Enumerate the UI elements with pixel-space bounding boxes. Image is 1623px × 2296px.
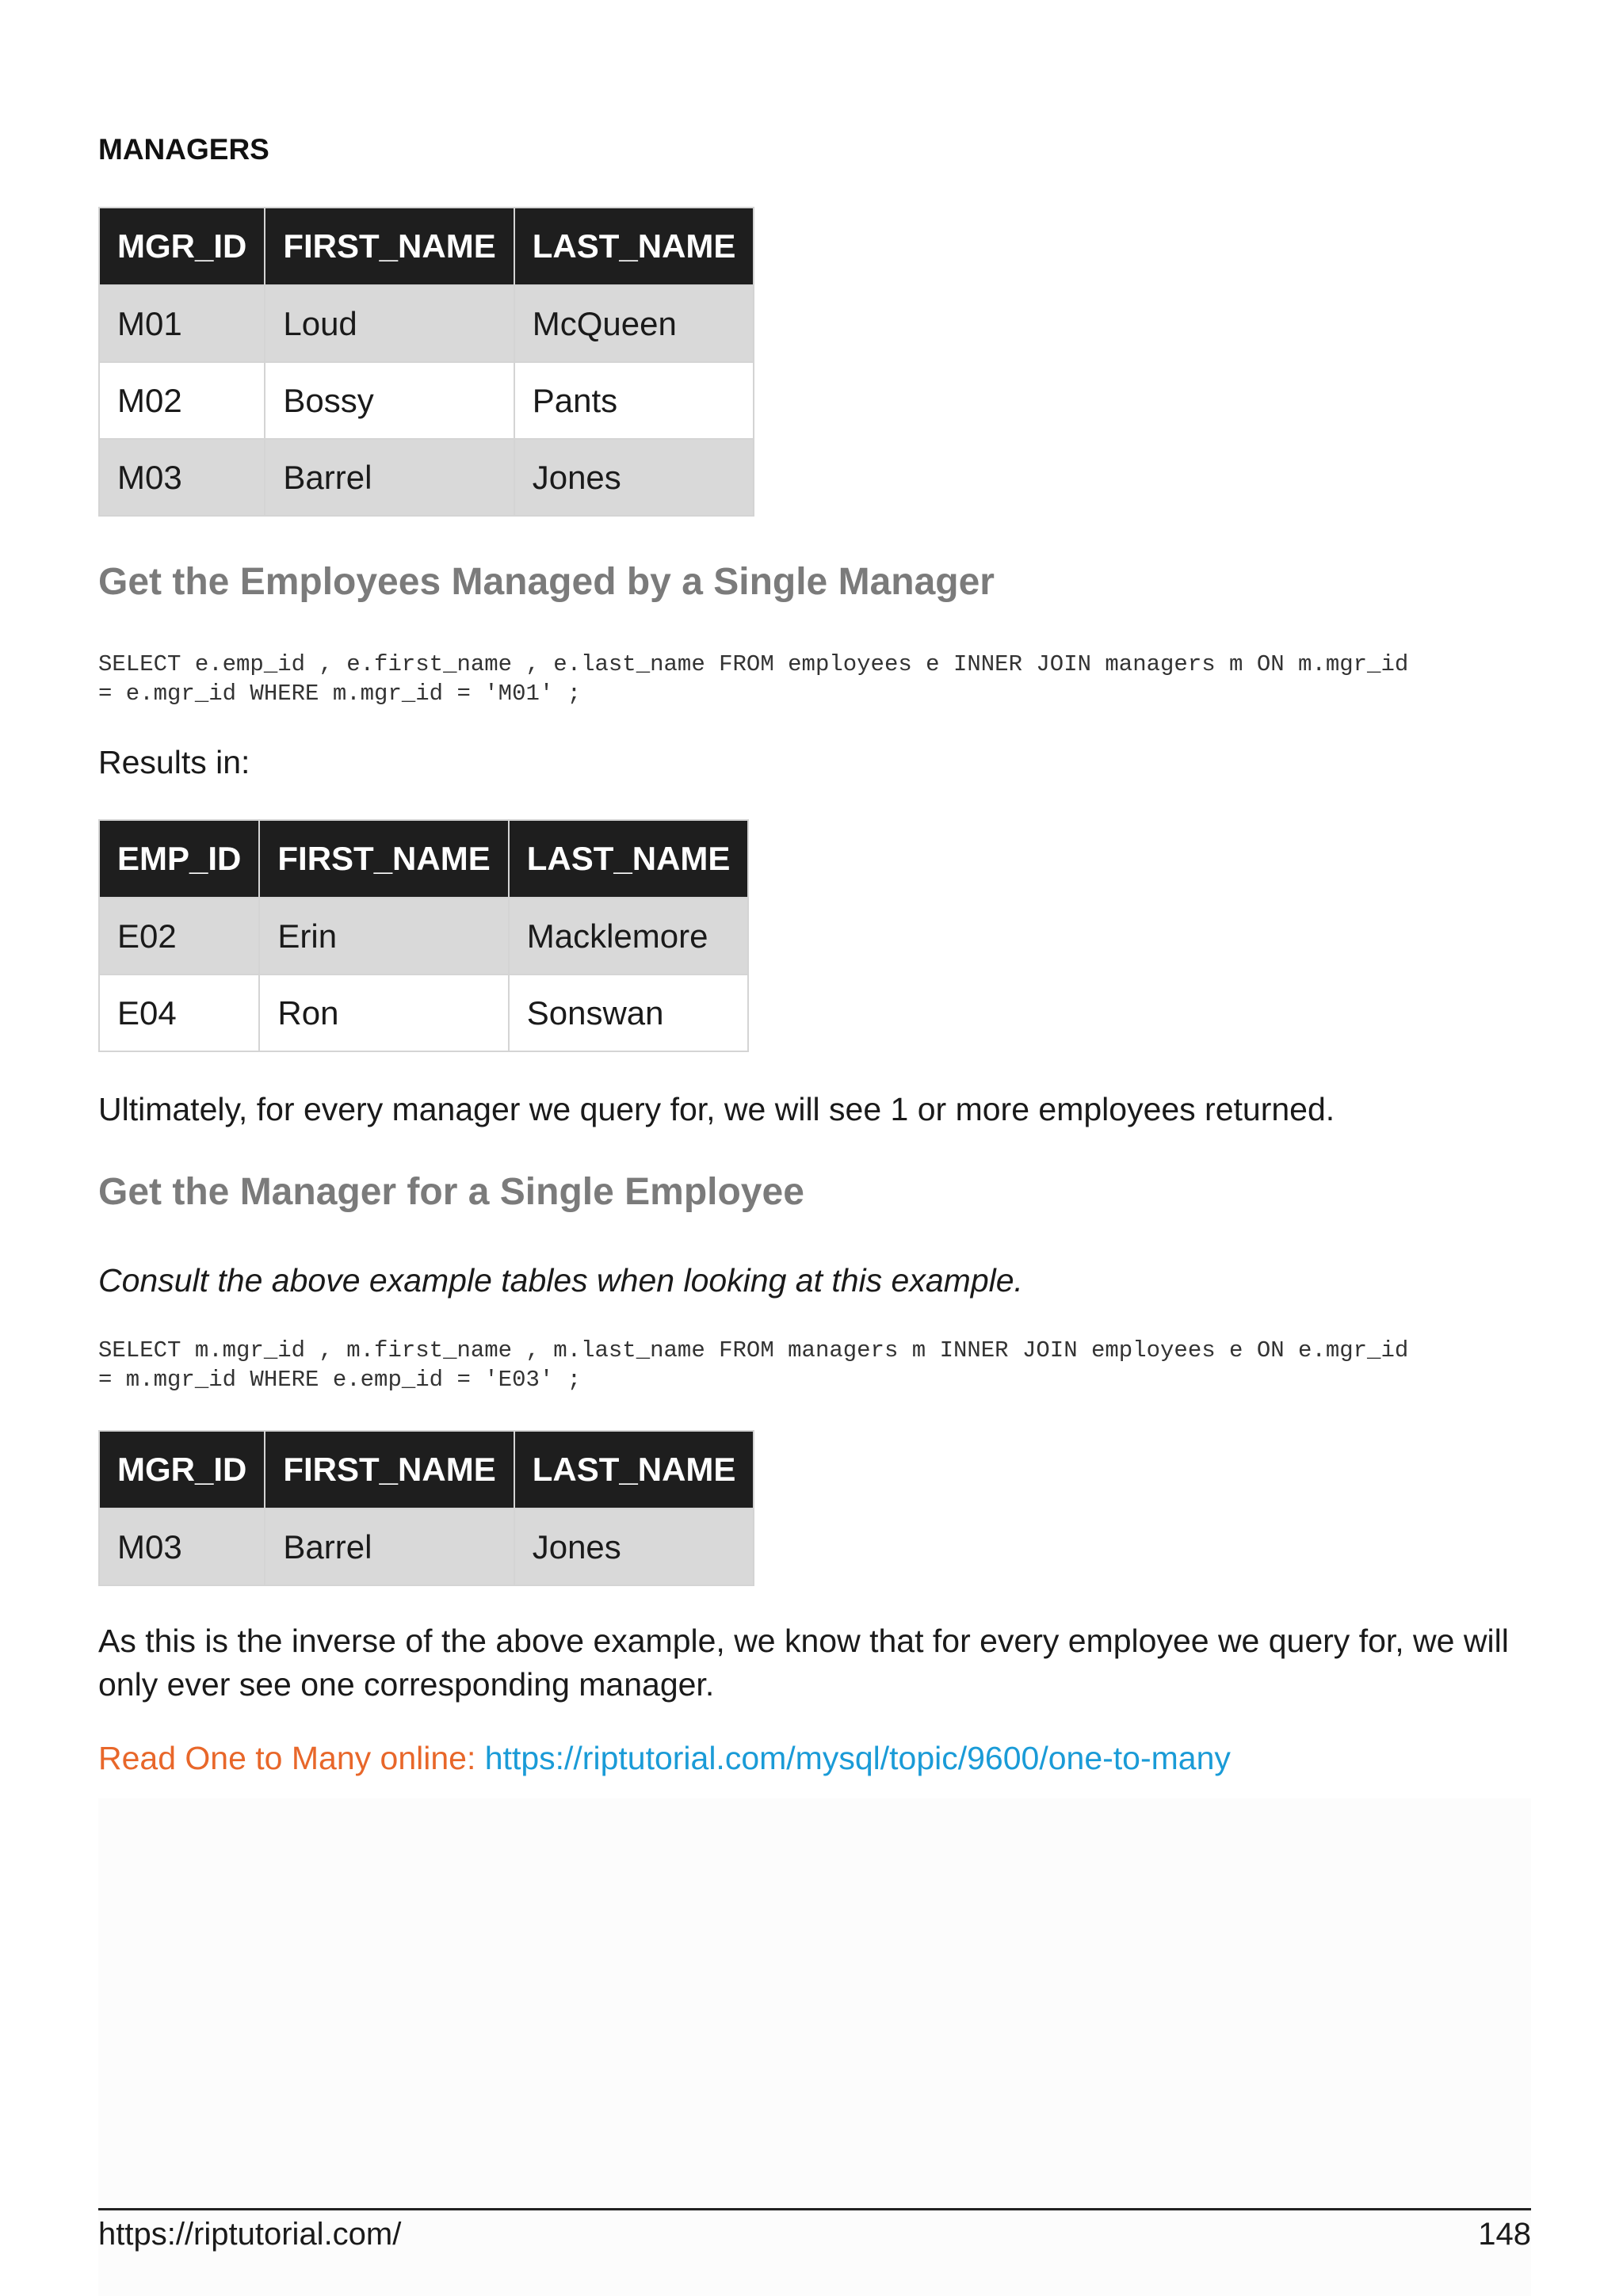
sql-code-block: SELECT e.emp_id , e.first_name , e.last_name FROM employees e INNER JOIN managers m ON m.mgr_id = e.mgr_id WHERE m.mgr_id = 'M01' ; (98, 651, 1409, 707)
table-cell: Barrel (265, 439, 514, 516)
table-header-row (99, 1431, 754, 1508)
column-header: FIRST_NAME (265, 1431, 514, 1508)
section-heading-employees-by-manager: Get the Employees Managed by a Single Manager (98, 561, 995, 603)
table-row (99, 1508, 754, 1585)
table-cell: Bossy (265, 362, 514, 439)
managers-table (98, 207, 754, 517)
table-cell: Barrel (265, 1508, 514, 1585)
read-more-line (98, 1740, 1231, 1777)
read-more-label: Read One to Many online: (98, 1740, 485, 1776)
table-cell: Loud (265, 285, 514, 362)
column-header: MGR_ID (99, 1431, 265, 1508)
column-header: FIRST_NAME (259, 820, 508, 898)
column-header: LAST_NAME (514, 208, 754, 285)
table-row (99, 974, 748, 1051)
page-number: 148 (1478, 2217, 1531, 2252)
table-cell: M03 (99, 1508, 265, 1585)
table-cell: Jones (514, 439, 754, 516)
column-header: MGR_ID (99, 208, 265, 285)
column-header: LAST_NAME (514, 1431, 754, 1508)
results-label: Results in: (98, 744, 250, 780)
table-row (99, 285, 754, 362)
table-cell: E04 (99, 974, 259, 1051)
table-cell: E02 (99, 898, 259, 974)
table-cell: Sonswan (509, 974, 749, 1051)
consult-note: Consult the above example tables when looking at this example. (98, 1262, 1023, 1299)
sql-code-block: SELECT m.mgr_id , m.first_name , m.last_name FROM managers m INNER JOIN employees e ON e.mgr_id = m.mgr_id WHERE e.emp_id = 'E03' ; (98, 1337, 1409, 1393)
column-header: LAST_NAME (509, 820, 749, 898)
table-cell: Macklemore (509, 898, 749, 974)
table-cell: M02 (99, 362, 265, 439)
section1-conclusion: Ultimately, for every manager we query for, we will see 1 or more employees returned. (98, 1091, 1335, 1127)
table-header-row (99, 208, 754, 285)
table-cell: Erin (259, 898, 508, 974)
table-cell: M03 (99, 439, 265, 516)
section2-conclusion: As this is the inverse of the above example, we know that for every employee we query for, we will only ever see one corresponding manager. (98, 1623, 1509, 1703)
table-row (99, 362, 754, 439)
column-header: EMP_ID (99, 820, 259, 898)
managers-label: MANAGERS (98, 133, 269, 166)
read-more-link[interactable]: https://riptutorial.com/mysql/topic/9600/one-to-many (484, 1740, 1231, 1776)
table-cell: Jones (514, 1508, 754, 1585)
column-header: FIRST_NAME (265, 208, 514, 285)
section-heading-manager-for-employee: Get the Manager for a Single Employee (98, 1171, 804, 1213)
manager-result-table (98, 1430, 754, 1586)
table-cell: M01 (99, 285, 265, 362)
table-row (99, 439, 754, 516)
table-header-row (99, 820, 748, 898)
table-cell: Pants (514, 362, 754, 439)
employees-result-table (98, 819, 749, 1052)
footer-divider (98, 2208, 1531, 2210)
footer-url: https://riptutorial.com/ (98, 2217, 402, 2252)
table-cell: Ron (259, 974, 508, 1051)
table-cell: McQueen (514, 285, 754, 362)
table-row (99, 898, 748, 974)
